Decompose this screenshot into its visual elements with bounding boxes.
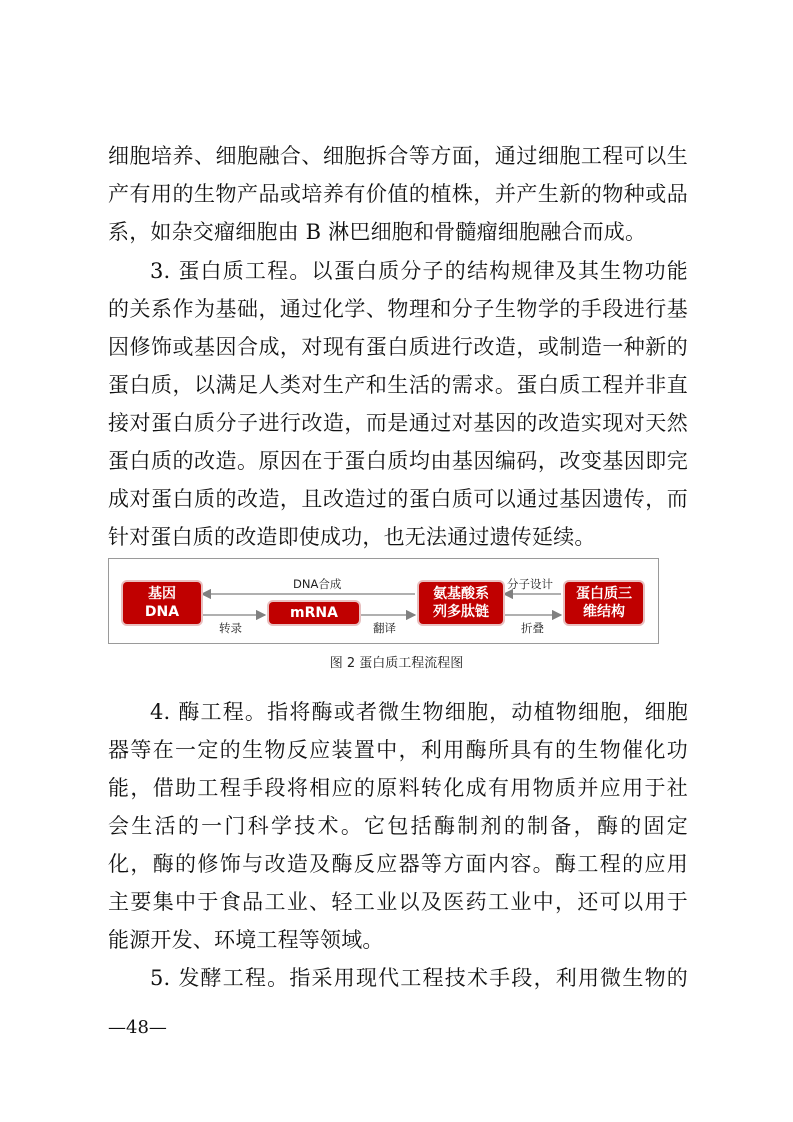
text-line: 4. 酶工程。指将酶或者微生物细胞，动植物细胞，细胞 (150, 700, 688, 724)
edge-label-dna-synthesis: DNA合成 (293, 577, 342, 591)
node-gene-dna: 基因 DNA (123, 582, 201, 624)
edge-label-folding: 折叠 (521, 621, 544, 635)
text-line: 因修饰或基因合成，对现有蛋白质进行改造，或制造一种新的 (108, 335, 688, 359)
text-line: 成对蛋白质的改造，且改造过的蛋白质可以通过基因遗传，而 (108, 487, 688, 511)
protein-engineering-flowchart (108, 558, 659, 644)
node-mrna: mRNA (269, 602, 359, 624)
edge-label-transcription: 转录 (219, 621, 242, 635)
text-line: 能源开发、环境工程等领域。 (108, 928, 384, 952)
page-number: —48— (108, 1017, 167, 1038)
figure-caption: 图 2 蛋白质工程流程图 (329, 656, 464, 671)
text-line: 能，借助工程手段将相应的原料转化成有用物质并应用于社 (108, 776, 688, 800)
text-line: 针对蛋白质的改造即使成功，也无法通过遗传延续。 (108, 525, 596, 549)
text-line: 器等在一定的生物反应装置中，利用酶所具有的生物催化功 (108, 738, 688, 762)
text-line: 产有用的生物产品或培养有价值的植株，并产生新的物种或品 (108, 182, 688, 206)
text-line: 主要集中于食品工业、轻工业以及医药工业中，还可以用于 (108, 890, 688, 914)
text-line: 化，酶的修饰与改造及酶反应器等方面内容。酶工程的应用 (108, 852, 688, 876)
text-line: 细胞培养、细胞融合、细胞拆合等方面，通过细胞工程可以生 (108, 144, 688, 168)
text-line: 系，如杂交瘤细胞由 B 淋巴细胞和骨髓瘤细胞融合而成。 (108, 220, 647, 244)
text-line: 5. 发酵工程。指采用现代工程技术手段，利用微生物的 (150, 966, 688, 990)
node-amino-acid-chain: 氨基酸系 列多肽链 (419, 582, 503, 624)
edge-label-translation: 翻译 (373, 621, 396, 635)
text-line: 蛋白质的改造。原因在于蛋白质均由基因编码，改变基因即完 (108, 449, 688, 473)
text-line: 接对蛋白质分子进行改造，而是通过对基因的改造实现对天然 (108, 411, 688, 435)
node-protein-3d-structure: 蛋白质三 维结构 (565, 582, 643, 624)
text-line: 蛋白质，以满足人类对生产和生活的需求。蛋白质工程并非直 (108, 373, 688, 397)
text-line: 3. 蛋白质工程。以蛋白质分子的结构规律及其生物功能 (150, 259, 688, 283)
edge-label-molecular-design: 分子设计 (507, 577, 553, 591)
text-line: 的关系作为基础，通过化学、物理和分子生物学的手段进行基 (108, 297, 688, 321)
text-line: 会生活的一门科学技术。它包括酶制剂的制备，酶的固定 (108, 814, 688, 838)
